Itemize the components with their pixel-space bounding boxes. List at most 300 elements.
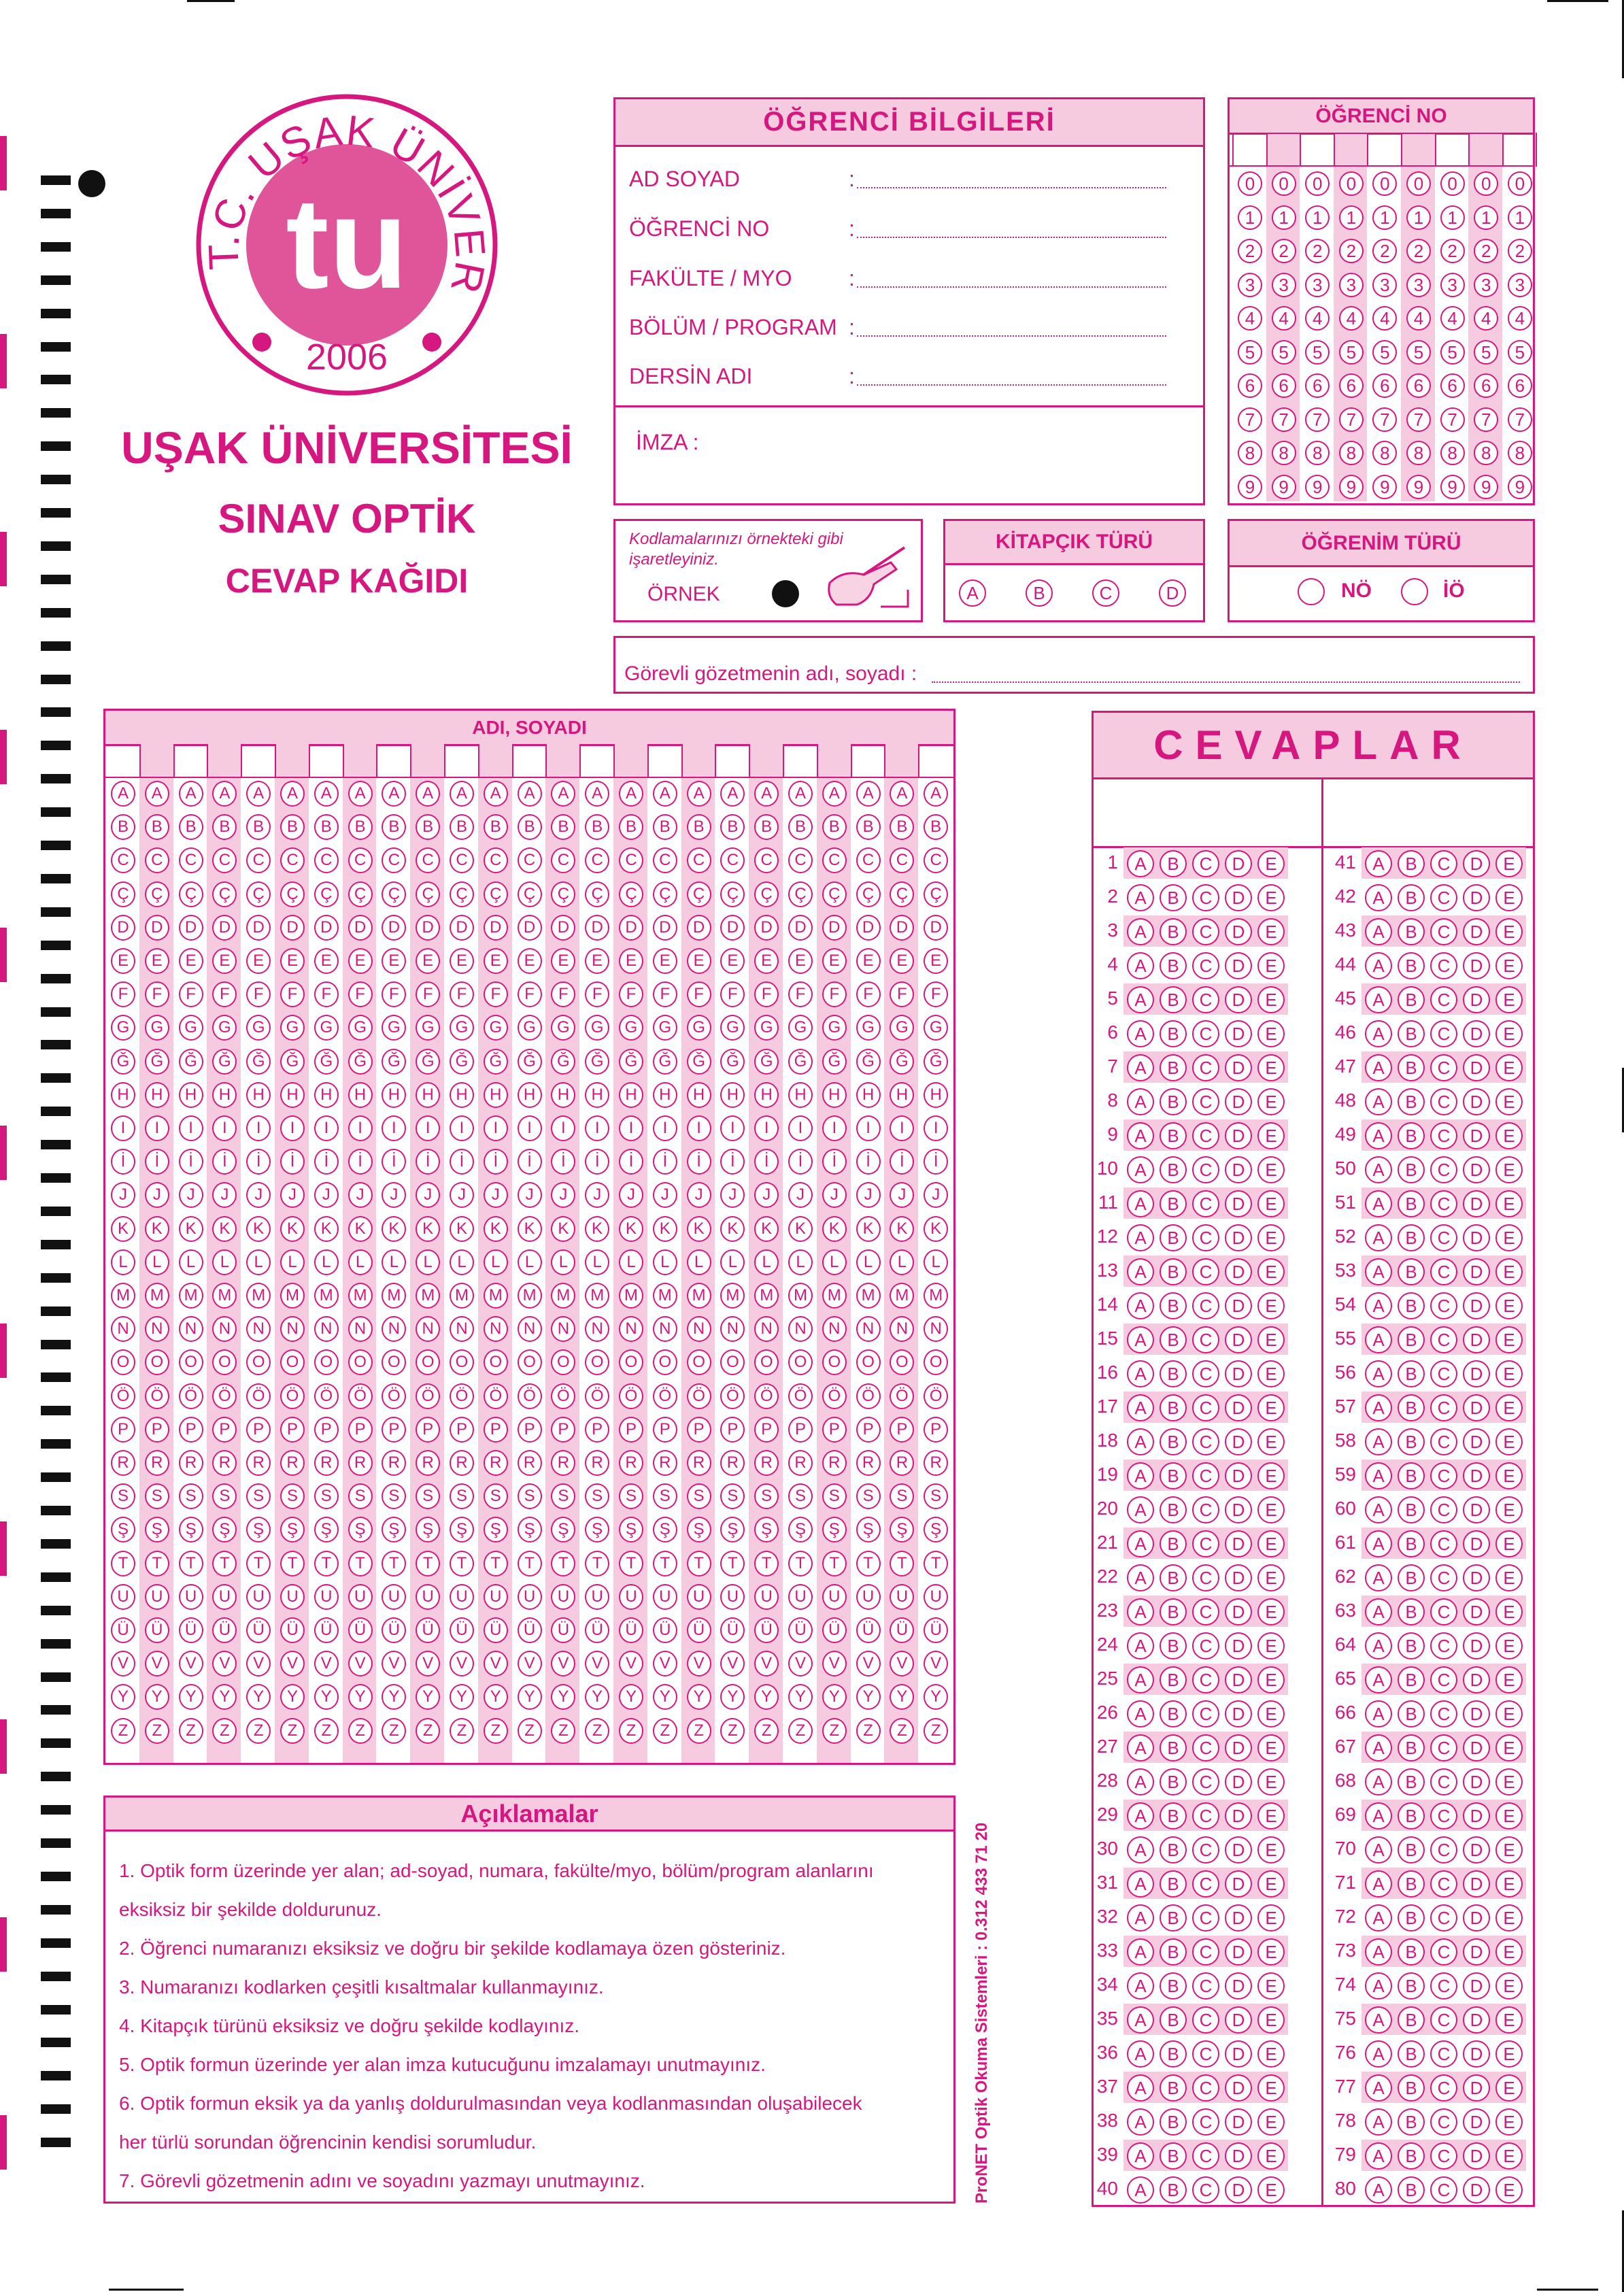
name-bubble[interactable]: R xyxy=(856,1450,881,1476)
student-no-bubble[interactable]: 0 xyxy=(1508,171,1532,196)
name-bubble[interactable]: R xyxy=(280,1450,305,1476)
name-bubble[interactable]: Z xyxy=(653,1718,677,1744)
answer-bubble-33-c[interactable]: C xyxy=(1192,1938,1219,1966)
name-bubble[interactable]: G xyxy=(145,1015,169,1041)
name-bubble[interactable]: C xyxy=(619,847,643,873)
answer-bubble-57-a[interactable]: A xyxy=(1365,1394,1392,1421)
answer-bubble-72-b[interactable]: B xyxy=(1398,1904,1425,1932)
name-bubble[interactable]: Ş xyxy=(754,1517,779,1543)
name-bubble[interactable]: E xyxy=(687,948,711,974)
name-bubble[interactable]: F xyxy=(111,981,135,1007)
name-bubble[interactable]: H xyxy=(619,1082,643,1108)
booklet-a-bubble[interactable]: A xyxy=(959,579,986,607)
answer-bubble-44-d[interactable]: D xyxy=(1463,952,1490,979)
name-bubble[interactable]: H xyxy=(687,1082,711,1108)
answer-bubble-78-a[interactable]: A xyxy=(1365,2108,1392,2136)
answer-bubble-68-b[interactable]: B xyxy=(1398,1768,1425,1796)
name-bubble[interactable]: E xyxy=(619,948,643,974)
name-bubble[interactable]: B xyxy=(450,814,474,840)
answer-bubble-72-e[interactable]: E xyxy=(1495,1904,1523,1932)
name-bubble[interactable]: A xyxy=(145,781,169,807)
answer-bubble-49-c[interactable]: C xyxy=(1430,1122,1457,1149)
answer-bubble-73-e[interactable]: E xyxy=(1495,1938,1523,1966)
answer-bubble-40-a[interactable]: A xyxy=(1127,2176,1154,2204)
name-bubble[interactable]: H xyxy=(822,1082,847,1108)
name-bubble[interactable]: N xyxy=(212,1316,237,1342)
name-bubble[interactable]: K xyxy=(551,1216,575,1242)
answer-bubble-57-b[interactable]: B xyxy=(1398,1394,1425,1421)
name-bubble[interactable]: I xyxy=(788,1115,813,1141)
name-bubble[interactable]: N xyxy=(788,1316,813,1342)
student-no-bubble[interactable]: 9 xyxy=(1440,475,1465,499)
answer-bubble-30-e[interactable]: E xyxy=(1257,1836,1285,1864)
answer-bubble-70-e[interactable]: E xyxy=(1495,1836,1523,1864)
name-bubble[interactable]: Ü xyxy=(653,1617,677,1643)
name-bubble[interactable]: V xyxy=(856,1651,881,1676)
answer-bubble-50-c[interactable]: C xyxy=(1430,1156,1457,1183)
name-bubble[interactable]: İ xyxy=(687,1149,711,1175)
student-no-bubble[interactable]: 2 xyxy=(1440,239,1465,263)
answer-bubble-64-d[interactable]: D xyxy=(1463,1632,1490,1659)
answer-bubble-60-c[interactable]: C xyxy=(1430,1496,1457,1523)
answer-bubble-71-b[interactable]: B xyxy=(1398,1870,1425,1898)
name-bubble[interactable]: L xyxy=(585,1249,609,1275)
answer-bubble-76-c[interactable]: C xyxy=(1430,2040,1457,2068)
answer-bubble-16-b[interactable]: B xyxy=(1160,1360,1187,1387)
answer-bubble-42-d[interactable]: D xyxy=(1463,884,1490,911)
answer-bubble-30-a[interactable]: A xyxy=(1127,1836,1154,1864)
name-bubble[interactable]: B xyxy=(416,814,440,840)
answer-bubble-10-a[interactable]: A xyxy=(1127,1156,1154,1183)
answer-bubble-43-c[interactable]: C xyxy=(1430,918,1457,945)
answer-bubble-68-d[interactable]: D xyxy=(1463,1768,1490,1796)
name-bubble[interactable]: V xyxy=(111,1651,135,1676)
answer-bubble-18-e[interactable]: E xyxy=(1257,1428,1285,1455)
name-bubble[interactable]: I xyxy=(822,1115,847,1141)
answer-bubble-20-a[interactable]: A xyxy=(1127,1496,1154,1523)
name-bubble[interactable]: Ü xyxy=(145,1617,169,1643)
name-bubble[interactable]: U xyxy=(416,1584,440,1610)
answer-bubble-59-c[interactable]: C xyxy=(1430,1462,1457,1489)
name-bubble[interactable]: V xyxy=(179,1651,203,1676)
answer-bubble-48-b[interactable]: B xyxy=(1398,1088,1425,1115)
name-bubble[interactable]: D xyxy=(111,915,135,941)
answer-bubble-68-c[interactable]: C xyxy=(1430,1768,1457,1796)
name-bubble[interactable]: S xyxy=(754,1483,779,1509)
name-bubble[interactable]: T xyxy=(890,1551,914,1577)
name-bubble[interactable]: H xyxy=(179,1082,203,1108)
answer-bubble-79-a[interactable]: A xyxy=(1365,2142,1392,2170)
student-no-bubble[interactable]: 7 xyxy=(1372,407,1397,432)
name-bubble[interactable]: N xyxy=(382,1316,406,1342)
answer-bubble-53-b[interactable]: B xyxy=(1398,1258,1425,1285)
name-bubble[interactable]: C xyxy=(348,847,373,873)
name-bubble[interactable]: Y xyxy=(720,1684,745,1710)
field-dersin-adi[interactable]: DERSİN ADI : xyxy=(629,364,1200,391)
name-bubble[interactable]: K xyxy=(416,1216,440,1242)
name-bubble[interactable]: B xyxy=(619,814,643,840)
name-bubble[interactable]: Ü xyxy=(788,1617,813,1643)
student-no-bubble[interactable]: 8 xyxy=(1339,441,1364,465)
name-bubble[interactable]: K xyxy=(484,1216,508,1242)
name-bubble[interactable]: R xyxy=(720,1450,745,1476)
name-bubble[interactable]: Ç xyxy=(924,881,948,907)
student-no-bubble[interactable]: 5 xyxy=(1238,340,1262,365)
answer-bubble-79-c[interactable]: C xyxy=(1430,2142,1457,2170)
answer-bubble-14-d[interactable]: D xyxy=(1225,1292,1252,1319)
answer-bubble-29-a[interactable]: A xyxy=(1127,1802,1154,1830)
answer-bubble-27-e[interactable]: E xyxy=(1257,1734,1285,1762)
name-bubble[interactable]: L xyxy=(619,1249,643,1275)
name-bubble[interactable]: Y xyxy=(924,1684,948,1710)
name-bubble[interactable]: A xyxy=(551,781,575,807)
answer-bubble-44-b[interactable]: B xyxy=(1398,952,1425,979)
answer-bubble-65-c[interactable]: C xyxy=(1430,1666,1457,1693)
name-bubble[interactable]: H xyxy=(212,1082,237,1108)
answer-bubble-78-c[interactable]: C xyxy=(1430,2108,1457,2136)
name-bubble[interactable]: N xyxy=(687,1316,711,1342)
name-bubble[interactable]: İ xyxy=(585,1149,609,1175)
student-no-bubble[interactable]: 7 xyxy=(1406,407,1431,432)
name-bubble[interactable]: S xyxy=(484,1483,508,1509)
name-bubble[interactable]: Ç xyxy=(450,881,474,907)
name-bubble[interactable]: Ö xyxy=(619,1383,643,1409)
name-bubble[interactable]: V xyxy=(382,1651,406,1676)
answer-bubble-80-e[interactable]: E xyxy=(1495,2176,1523,2204)
answer-bubble-24-c[interactable]: C xyxy=(1192,1632,1219,1659)
answer-bubble-21-d[interactable]: D xyxy=(1225,1530,1252,1557)
name-bubble[interactable]: T xyxy=(212,1551,237,1577)
name-bubble[interactable]: B xyxy=(382,814,406,840)
name-bubble[interactable]: L xyxy=(348,1249,373,1275)
booklet-d-bubble[interactable]: D xyxy=(1159,579,1186,607)
answer-bubble-74-d[interactable]: D xyxy=(1463,1972,1490,2000)
name-bubble[interactable]: Ğ xyxy=(890,1049,914,1075)
answer-bubble-46-d[interactable]: D xyxy=(1463,1020,1490,1047)
student-no-bubble[interactable]: 9 xyxy=(1406,475,1431,499)
name-bubble[interactable]: R xyxy=(212,1450,237,1476)
name-bubble[interactable]: C xyxy=(179,847,203,873)
name-bubble[interactable]: S xyxy=(179,1483,203,1509)
name-bubble[interactable]: I xyxy=(856,1115,881,1141)
answer-bubble-17-c[interactable]: C xyxy=(1192,1394,1219,1421)
name-bubble[interactable]: J xyxy=(653,1182,677,1208)
name-bubble[interactable]: M xyxy=(585,1283,609,1309)
name-bubble[interactable]: Y xyxy=(212,1684,237,1710)
answer-bubble-44-a[interactable]: A xyxy=(1365,952,1392,979)
answer-bubble-31-e[interactable]: E xyxy=(1257,1870,1285,1898)
answer-bubble-12-a[interactable]: A xyxy=(1127,1224,1154,1251)
name-bubble[interactable]: Ö xyxy=(890,1383,914,1409)
answer-bubble-35-a[interactable]: A xyxy=(1127,2006,1154,2034)
answer-bubble-69-d[interactable]: D xyxy=(1463,1802,1490,1830)
name-bubble[interactable]: A xyxy=(687,781,711,807)
answer-bubble-80-b[interactable]: B xyxy=(1398,2176,1425,2204)
name-bubble[interactable]: C xyxy=(687,847,711,873)
name-bubble[interactable]: H xyxy=(720,1082,745,1108)
name-bubble[interactable]: Ğ xyxy=(111,1049,135,1075)
answer-bubble-48-c[interactable]: C xyxy=(1430,1088,1457,1115)
answer-bubble-3-c[interactable]: C xyxy=(1192,918,1219,945)
answer-bubble-28-d[interactable]: D xyxy=(1225,1768,1252,1796)
answer-bubble-24-b[interactable]: B xyxy=(1160,1632,1187,1659)
name-bubble[interactable]: T xyxy=(653,1551,677,1577)
answer-bubble-35-b[interactable]: B xyxy=(1160,2006,1187,2034)
name-bubble[interactable]: B xyxy=(551,814,575,840)
name-bubble[interactable]: M xyxy=(856,1283,881,1309)
answer-bubble-54-a[interactable]: A xyxy=(1365,1292,1392,1319)
name-bubble[interactable]: Ş xyxy=(653,1517,677,1543)
answer-bubble-42-b[interactable]: B xyxy=(1398,884,1425,911)
answer-bubble-28-a[interactable]: A xyxy=(1127,1768,1154,1796)
answer-bubble-47-b[interactable]: B xyxy=(1398,1054,1425,1081)
student-no-bubble[interactable]: 9 xyxy=(1508,475,1532,499)
name-bubble[interactable]: O xyxy=(111,1349,135,1375)
name-bubble[interactable]: D xyxy=(653,915,677,941)
name-bubble[interactable]: L xyxy=(856,1249,881,1275)
name-bubble[interactable]: Ş xyxy=(788,1517,813,1543)
name-bubble[interactable]: T xyxy=(551,1551,575,1577)
name-bubble[interactable]: N xyxy=(111,1316,135,1342)
name-bubble[interactable]: Z xyxy=(822,1718,847,1744)
name-bubble[interactable]: Z xyxy=(280,1718,305,1744)
answer-bubble-45-a[interactable]: A xyxy=(1365,986,1392,1013)
name-bubble[interactable]: H xyxy=(484,1082,508,1108)
name-bubble[interactable]: Ğ xyxy=(788,1049,813,1075)
name-bubble[interactable]: Ş xyxy=(687,1517,711,1543)
name-bubble[interactable]: N xyxy=(551,1316,575,1342)
answer-bubble-58-d[interactable]: D xyxy=(1463,1428,1490,1455)
answer-bubble-61-c[interactable]: C xyxy=(1430,1530,1457,1557)
answer-bubble-17-d[interactable]: D xyxy=(1225,1394,1252,1421)
name-bubble[interactable]: S xyxy=(924,1483,948,1509)
answer-bubble-5-c[interactable]: C xyxy=(1192,986,1219,1013)
answer-bubble-51-a[interactable]: A xyxy=(1365,1190,1392,1217)
name-bubble[interactable]: Ü xyxy=(348,1617,373,1643)
answer-bubble-12-e[interactable]: E xyxy=(1257,1224,1285,1251)
name-bubble[interactable]: U xyxy=(212,1584,237,1610)
answer-bubble-30-b[interactable]: B xyxy=(1160,1836,1187,1864)
name-bubble[interactable]: İ xyxy=(212,1149,237,1175)
student-no-bubble[interactable]: 6 xyxy=(1238,373,1262,398)
name-bubble[interactable]: A xyxy=(619,781,643,807)
answer-bubble-20-e[interactable]: E xyxy=(1257,1496,1285,1523)
name-bubble[interactable]: P xyxy=(416,1417,440,1443)
name-bubble[interactable]: Ç xyxy=(179,881,203,907)
name-bubble[interactable]: U xyxy=(822,1584,847,1610)
name-bubble[interactable]: I xyxy=(924,1115,948,1141)
answer-bubble-37-b[interactable]: B xyxy=(1160,2074,1187,2102)
name-bubble[interactable]: K xyxy=(856,1216,881,1242)
name-bubble[interactable]: S xyxy=(314,1483,339,1509)
name-bubble[interactable]: D xyxy=(212,915,237,941)
answer-bubble-21-b[interactable]: B xyxy=(1160,1530,1187,1557)
name-bubble[interactable]: R xyxy=(145,1450,169,1476)
answer-bubble-75-d[interactable]: D xyxy=(1463,2006,1490,2034)
name-bubble[interactable]: H xyxy=(416,1082,440,1108)
name-bubble[interactable]: Y xyxy=(890,1684,914,1710)
name-bubble[interactable]: B xyxy=(212,814,237,840)
name-bubble[interactable]: S xyxy=(382,1483,406,1509)
student-no-bubble[interactable]: 6 xyxy=(1508,373,1532,398)
name-bubble[interactable]: E xyxy=(653,948,677,974)
name-bubble[interactable]: B xyxy=(890,814,914,840)
name-bubble[interactable]: İ xyxy=(518,1149,542,1175)
answer-bubble-80-c[interactable]: C xyxy=(1430,2176,1457,2204)
name-bubble[interactable]: S xyxy=(822,1483,847,1509)
answer-bubble-26-d[interactable]: D xyxy=(1225,1700,1252,1728)
name-bubble[interactable]: F xyxy=(822,981,847,1007)
name-bubble[interactable]: Ç xyxy=(314,881,339,907)
answer-bubble-9-b[interactable]: B xyxy=(1160,1122,1187,1149)
name-bubble[interactable]: I xyxy=(179,1115,203,1141)
field-fakulte-myo[interactable]: FAKÜLTE / MYO : xyxy=(629,266,1200,293)
name-bubble[interactable]: U xyxy=(179,1584,203,1610)
answer-bubble-19-c[interactable]: C xyxy=(1192,1462,1219,1489)
name-bubble[interactable]: K xyxy=(653,1216,677,1242)
name-bubble[interactable]: O xyxy=(788,1349,813,1375)
name-bubble[interactable]: V xyxy=(924,1651,948,1676)
name-bubble[interactable]: Ö xyxy=(179,1383,203,1409)
answer-bubble-78-b[interactable]: B xyxy=(1398,2108,1425,2136)
name-bubble[interactable]: Ü xyxy=(416,1617,440,1643)
student-no-bubble[interactable]: 5 xyxy=(1508,340,1532,365)
name-bubble[interactable]: Y xyxy=(382,1684,406,1710)
name-bubble[interactable]: F xyxy=(720,981,745,1007)
name-bubble[interactable]: A xyxy=(212,781,237,807)
name-bubble[interactable]: J xyxy=(551,1182,575,1208)
student-no-bubble[interactable]: 5 xyxy=(1272,340,1296,365)
name-bubble[interactable]: J xyxy=(619,1182,643,1208)
name-bubble[interactable]: E xyxy=(856,948,881,974)
name-bubble[interactable]: İ xyxy=(890,1149,914,1175)
name-bubble[interactable]: E xyxy=(754,948,779,974)
name-bubble[interactable]: A xyxy=(246,781,271,807)
answer-bubble-18-a[interactable]: A xyxy=(1127,1428,1154,1455)
name-bubble[interactable]: N xyxy=(145,1316,169,1342)
name-bubble[interactable]: Ç xyxy=(145,881,169,907)
answer-bubble-26-b[interactable]: B xyxy=(1160,1700,1187,1728)
name-bubble[interactable]: C xyxy=(585,847,609,873)
name-bubble[interactable]: U xyxy=(585,1584,609,1610)
name-bubble[interactable]: İ xyxy=(382,1149,406,1175)
name-bubble[interactable]: U xyxy=(754,1584,779,1610)
answer-bubble-65-b[interactable]: B xyxy=(1398,1666,1425,1693)
name-bubble[interactable]: G xyxy=(585,1015,609,1041)
name-bubble[interactable]: F xyxy=(212,981,237,1007)
name-bubble[interactable]: Z xyxy=(382,1718,406,1744)
name-bubble[interactable]: I xyxy=(720,1115,745,1141)
name-bubble[interactable]: Ö xyxy=(450,1383,474,1409)
name-bubble[interactable]: U xyxy=(314,1584,339,1610)
name-bubble[interactable]: S xyxy=(246,1483,271,1509)
name-bubble[interactable]: O xyxy=(720,1349,745,1375)
answer-bubble-1-c[interactable]: C xyxy=(1192,850,1219,877)
answer-bubble-23-e[interactable]: E xyxy=(1257,1598,1285,1625)
answer-bubble-49-b[interactable]: B xyxy=(1398,1122,1425,1149)
name-bubble[interactable]: P xyxy=(382,1417,406,1443)
name-bubble[interactable]: C xyxy=(280,847,305,873)
name-bubble[interactable]: P xyxy=(788,1417,813,1443)
name-bubble[interactable]: S xyxy=(551,1483,575,1509)
name-bubble[interactable]: E xyxy=(720,948,745,974)
name-bubble[interactable]: R xyxy=(314,1450,339,1476)
name-bubble[interactable]: U xyxy=(687,1584,711,1610)
name-bubble[interactable]: E xyxy=(179,948,203,974)
answer-bubble-50-a[interactable]: A xyxy=(1365,1156,1392,1183)
answer-bubble-27-c[interactable]: C xyxy=(1192,1734,1219,1762)
answer-bubble-76-a[interactable]: A xyxy=(1365,2040,1392,2068)
student-no-bubble[interactable]: 8 xyxy=(1305,441,1330,465)
name-bubble[interactable]: Ş xyxy=(518,1517,542,1543)
student-no-bubble[interactable]: 8 xyxy=(1406,441,1431,465)
answer-bubble-4-b[interactable]: B xyxy=(1160,952,1187,979)
answer-bubble-16-e[interactable]: E xyxy=(1257,1360,1285,1387)
name-bubble[interactable]: K xyxy=(450,1216,474,1242)
name-bubble[interactable]: I xyxy=(280,1115,305,1141)
name-bubble[interactable]: F xyxy=(145,981,169,1007)
name-bubble[interactable]: A xyxy=(179,781,203,807)
student-no-bubble[interactable]: 4 xyxy=(1272,306,1296,331)
name-bubble[interactable]: M xyxy=(416,1283,440,1309)
answer-bubble-74-e[interactable]: E xyxy=(1495,1972,1523,2000)
name-bubble[interactable]: O xyxy=(653,1349,677,1375)
name-bubble[interactable]: İ xyxy=(619,1149,643,1175)
name-bubble[interactable]: T xyxy=(585,1551,609,1577)
name-bubble[interactable]: B xyxy=(145,814,169,840)
answer-bubble-39-e[interactable]: E xyxy=(1257,2142,1285,2170)
answer-bubble-10-c[interactable]: C xyxy=(1192,1156,1219,1183)
answer-bubble-53-c[interactable]: C xyxy=(1430,1258,1457,1285)
name-bubble[interactable]: İ xyxy=(450,1149,474,1175)
name-bubble[interactable]: E xyxy=(212,948,237,974)
answer-bubble-34-e[interactable]: E xyxy=(1257,1972,1285,2000)
answer-bubble-67-e[interactable]: E xyxy=(1495,1734,1523,1762)
answer-bubble-59-a[interactable]: A xyxy=(1365,1462,1392,1489)
name-bubble[interactable]: C xyxy=(856,847,881,873)
student-no-bubble[interactable]: 7 xyxy=(1440,407,1465,432)
name-bubble[interactable]: K xyxy=(111,1216,135,1242)
name-bubble[interactable]: M xyxy=(484,1283,508,1309)
name-bubble[interactable]: B xyxy=(484,814,508,840)
name-bubble[interactable]: Ş xyxy=(585,1517,609,1543)
answer-bubble-76-b[interactable]: B xyxy=(1398,2040,1425,2068)
name-bubble[interactable]: B xyxy=(111,814,135,840)
name-bubble[interactable]: N xyxy=(416,1316,440,1342)
name-bubble[interactable]: Y xyxy=(822,1684,847,1710)
name-bubble[interactable]: C xyxy=(145,847,169,873)
answer-bubble-56-b[interactable]: B xyxy=(1398,1360,1425,1387)
name-bubble[interactable]: J xyxy=(416,1182,440,1208)
name-bubble[interactable]: U xyxy=(145,1584,169,1610)
name-bubble[interactable]: L xyxy=(551,1249,575,1275)
name-bubble[interactable]: O xyxy=(619,1349,643,1375)
answer-bubble-40-e[interactable]: E xyxy=(1257,2176,1285,2204)
answer-bubble-55-a[interactable]: A xyxy=(1365,1326,1392,1353)
name-bubble[interactable]: T xyxy=(754,1551,779,1577)
name-bubble[interactable]: V xyxy=(551,1651,575,1676)
student-no-bubble[interactable]: 0 xyxy=(1440,171,1465,196)
name-bubble[interactable]: Ü xyxy=(382,1617,406,1643)
name-bubble[interactable]: A xyxy=(585,781,609,807)
answer-bubble-31-c[interactable]: C xyxy=(1192,1870,1219,1898)
name-bubble[interactable]: D xyxy=(551,915,575,941)
name-bubble[interactable]: N xyxy=(348,1316,373,1342)
answer-bubble-12-b[interactable]: B xyxy=(1160,1224,1187,1251)
answer-bubble-4-e[interactable]: E xyxy=(1257,952,1285,979)
name-bubble[interactable]: K xyxy=(212,1216,237,1242)
name-bubble[interactable]: E xyxy=(551,948,575,974)
